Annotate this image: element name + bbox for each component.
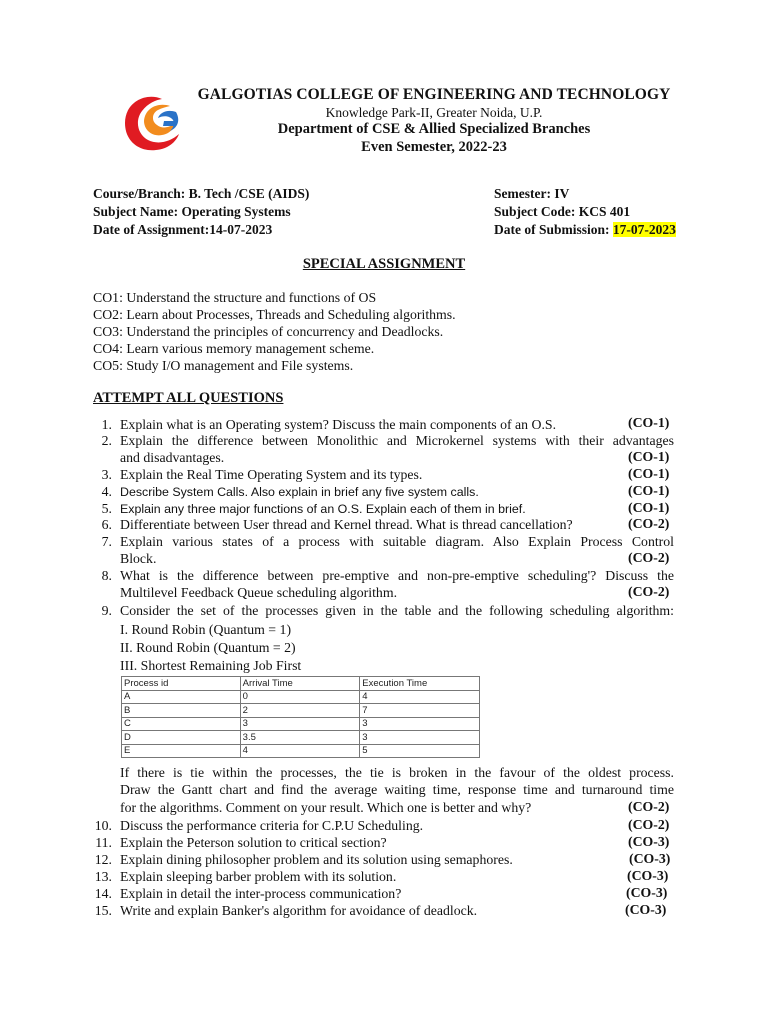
question-number: 15. — [94, 903, 112, 918]
submission-date: 17-07-2023 — [612, 222, 676, 237]
table-header-cell: Process id — [122, 677, 241, 691]
question-text: Discuss the performance criteria for C.P.U Scheduling. — [120, 818, 424, 833]
question-text: Explain the Real Time Operating System and its types. — [120, 467, 423, 482]
question-number: 7. — [101, 534, 112, 549]
table-cell: 2 — [240, 704, 360, 718]
question-number: 12. — [94, 852, 112, 867]
semester-term: Even Semester, 2022-23 — [361, 139, 507, 155]
co-tag: (CO-3) — [625, 902, 667, 917]
co-tag: (CO-3) — [629, 851, 671, 866]
table-header-cell: Arrival Time — [240, 677, 360, 691]
algorithm-item: I. Round Robin (Quantum = 1) — [120, 622, 292, 637]
table-header-row — [122, 677, 480, 691]
table-row — [122, 704, 480, 718]
algorithm-item: II. Round Robin (Quantum = 2) — [120, 640, 296, 655]
process-table — [121, 676, 480, 758]
table-cell: 7 — [360, 704, 480, 718]
question-text: Explain in detail the inter-process communication? — [120, 886, 402, 901]
college-name: GALGOTIAS COLLEGE OF ENGINEERING AND TECHNOLOGY — [197, 86, 671, 103]
table-row — [122, 690, 480, 704]
table-cell: E — [122, 744, 241, 758]
question-text-cont: Draw the Gantt chart and find the average waiting time, response time and turnaround time — [120, 782, 674, 797]
algorithm-item: III. Shortest Remaining Job First — [120, 658, 302, 673]
question-number: 3. — [101, 467, 112, 482]
question-text-cont: and disadvantages. — [120, 450, 225, 465]
table-cell: D — [122, 731, 241, 745]
assignment-date: Date of Assignment:14-07-2023 — [93, 222, 273, 237]
question-text: Explain any three major functions of an O.S. Explain each of them in brief. — [120, 502, 526, 516]
question-text: Explain what is an Operating system? Discuss the main components of an O.S. — [120, 417, 557, 432]
question-number: 8. — [101, 568, 112, 583]
question-number: 1. — [101, 417, 112, 432]
course-outcome: CO3: Understand the principles of concurrency and Deadlocks. — [93, 324, 444, 339]
table-header-cell: Execution Time — [360, 677, 480, 691]
table-cell: 3 — [360, 731, 480, 745]
table-cell: 3 — [240, 717, 360, 731]
question-text-cont: Block. — [120, 551, 157, 566]
question-text: Consider the set of the processes given in the table and the following scheduling algorithm: — [120, 603, 674, 618]
table-cell: A — [122, 690, 241, 704]
question-text: Write and explain Banker's algorithm for avoidance of deadlock. — [120, 903, 478, 918]
table-cell: 4 — [360, 690, 480, 704]
college-address: Knowledge Park-II, Greater Noida, U.P. — [325, 105, 543, 120]
co-tag: (CO-1) — [628, 500, 670, 515]
question-text: Differentiate between User thread and Kernel thread. What is thread cancellation? — [120, 517, 573, 532]
co-tag: (CO-2) — [628, 799, 670, 814]
co-tag: (CO-2) — [628, 584, 670, 599]
attempt-heading: ATTEMPT ALL QUESTIONS — [93, 390, 284, 406]
question-text: Describe System Calls. Also explain in brief any five system calls. — [120, 485, 479, 499]
question-text: Explain the difference between Monolithic and Microkernel systems with their advantages — [120, 433, 674, 448]
question-number: 5. — [101, 501, 112, 516]
question-number: 10. — [94, 818, 112, 833]
question-text: Explain dining philosopher problem and its solution using semaphores. — [120, 852, 513, 867]
college-logo-icon — [118, 90, 184, 156]
question-text: Explain the Peterson solution to critical section? — [120, 835, 387, 850]
co-tag: (CO-2) — [628, 516, 670, 531]
assignment-title-text: SPECIAL ASSIGNMENT — [302, 256, 466, 272]
question-number: 6. — [101, 517, 112, 532]
co-tag: (CO-2) — [628, 550, 670, 565]
department-name: Department of CSE & Allied Specialized Branches — [277, 121, 591, 137]
table-row — [122, 744, 480, 758]
submission-label: Date of Submission: — [494, 222, 613, 237]
co-tag: (CO-3) — [627, 868, 669, 883]
course-branch: Course/Branch: B. Tech /CSE (AIDS) — [93, 186, 310, 201]
submission-date-row — [494, 222, 676, 238]
semester: Semester: IV — [494, 186, 570, 201]
question-text: Explain various states of a process with suitable diagram. Also Explain Process Control — [120, 534, 674, 549]
question-number: 13. — [94, 869, 112, 884]
co-tag: (CO-1) — [628, 466, 670, 481]
course-outcome: CO1: Understand the structure and functions of OS — [93, 290, 377, 305]
co-tag: (CO-1) — [628, 415, 670, 430]
question-text-cont: If there is tie within the processes, the tie is broken in the favour of the oldest process. — [120, 765, 674, 780]
co-tag: (CO-1) — [628, 449, 670, 464]
subject-name: Subject Name: Operating Systems — [93, 204, 291, 219]
question-text: Explain sleeping barber problem with its solution. — [120, 869, 397, 884]
question-text-cont: for the algorithms. Comment on your result. Which one is better and why? — [120, 800, 532, 815]
question-text: What is the difference between pre-emptive and non-pre-emptive scheduling'? Discuss the — [120, 568, 674, 583]
assignment-title — [0, 256, 768, 273]
question-number: 11. — [95, 835, 112, 850]
question-number: 14. — [94, 886, 112, 901]
co-tag: (CO-3) — [628, 834, 670, 849]
table-cell: 3.5 — [240, 731, 360, 745]
course-outcome: CO5: Study I/O management and File systems. — [93, 358, 354, 373]
table-cell: 3 — [360, 717, 480, 731]
co-tag: (CO-2) — [628, 817, 670, 832]
table-cell: 0 — [240, 690, 360, 704]
table-cell: C — [122, 717, 241, 731]
subject-code: Subject Code: KCS 401 — [494, 204, 631, 219]
co-tag: (CO-3) — [626, 885, 668, 900]
question-number: 4. — [101, 484, 112, 499]
course-outcome: CO4: Learn various memory management scheme. — [93, 341, 375, 356]
table-row — [122, 731, 480, 745]
table-row — [122, 717, 480, 731]
question-number: 9. — [101, 603, 112, 618]
table-cell: B — [122, 704, 241, 718]
co-tag: (CO-1) — [628, 483, 670, 498]
table-cell: 4 — [240, 744, 360, 758]
table-cell: 5 — [360, 744, 480, 758]
question-number: 2. — [101, 433, 112, 448]
question-text-cont: Multilevel Feedback Queue scheduling algorithm. — [120, 585, 398, 600]
course-outcome: CO2: Learn about Processes, Threads and Scheduling algorithms. — [93, 307, 456, 322]
